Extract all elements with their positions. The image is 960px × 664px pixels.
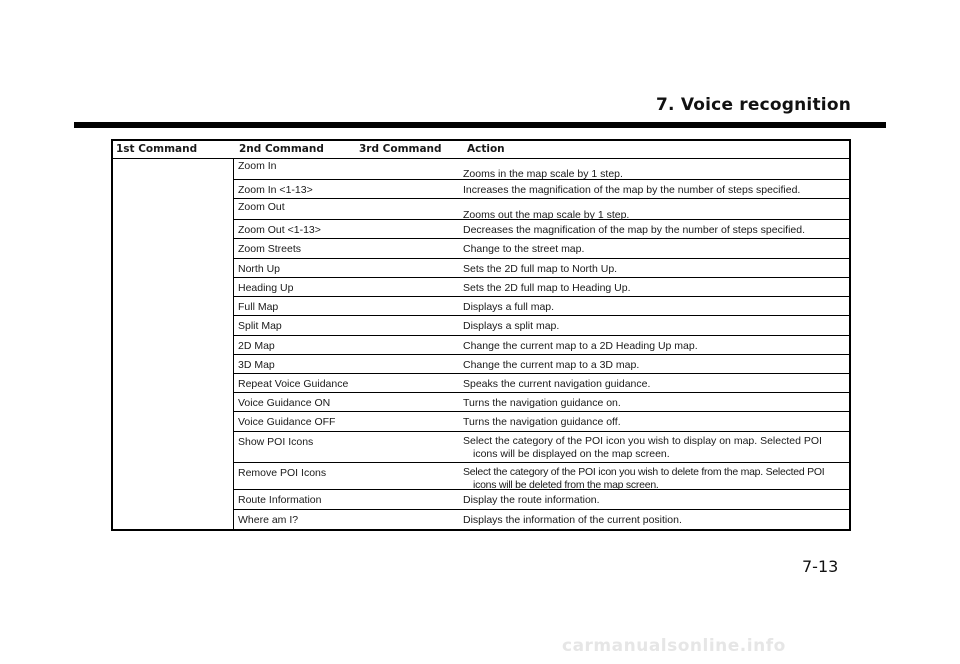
table-row	[234, 412, 849, 432]
action-cell: Change the current map to a 2D Heading Up map.	[463, 340, 698, 352]
header-2nd-command: 2nd Command	[239, 143, 324, 155]
table-header	[113, 141, 849, 159]
table-row	[234, 510, 849, 529]
action-line-1: Select the category of the POI icon you wish to delete from the map. Selected POI	[463, 466, 825, 478]
table-row	[234, 336, 849, 355]
header-3rd-command: 3rd Command	[359, 143, 442, 155]
command-cell: 2D Map	[238, 340, 275, 352]
table-row	[234, 278, 849, 297]
table-row	[234, 180, 849, 199]
command-cell: Repeat Voice Guidance	[238, 378, 349, 390]
command-cell: Voice Guidance OFF	[238, 416, 336, 428]
title-rule	[74, 122, 886, 128]
command-cell: Route Information	[238, 494, 322, 506]
action-cell: Speaks the current navigation guidance.	[463, 378, 651, 390]
action-cell: Display the route information.	[463, 494, 600, 506]
command-cell: Split Map	[238, 320, 282, 332]
table-row	[234, 316, 849, 336]
action-line-1: Select the category of the POI icon you wish to display on map. Selected POI	[463, 435, 822, 447]
table-row	[234, 463, 849, 490]
watermark: carmanualsonline.info	[562, 636, 786, 656]
command-cell: North Up	[238, 263, 281, 275]
command-cell: Zoom Out	[238, 201, 285, 213]
action-cell	[463, 466, 847, 492]
action-cell	[463, 435, 847, 461]
action-cell: Turns the navigation guidance off.	[463, 416, 621, 428]
action-cell: Decreases the magnification of the map by the number of steps specified.	[463, 224, 806, 236]
action-cell: Sets the 2D full map to North Up.	[463, 263, 618, 275]
action-cell: Zooms in the map scale by 1 step.	[463, 168, 623, 180]
voice-command-table	[111, 139, 851, 531]
section-title: 7. Voice recognition	[656, 95, 851, 115]
action-line-2: icons will be displayed on the map screen.	[473, 448, 670, 460]
table-row	[234, 199, 849, 220]
table-row	[234, 158, 849, 180]
table-row	[234, 393, 849, 412]
action-cell: Turns the navigation guidance on.	[463, 397, 621, 409]
action-cell: Change to the street map.	[463, 243, 585, 255]
header-action: Action	[467, 143, 505, 155]
header-1st-command: 1st Command	[116, 143, 198, 155]
command-cell: Full Map	[238, 301, 279, 313]
command-cell: Zoom In <1-13>	[238, 184, 313, 196]
table-row	[234, 355, 849, 374]
action-cell: Displays a full map.	[463, 301, 555, 313]
command-cell: Show POI Icons	[238, 436, 314, 448]
action-cell: Increases the magnification of the map by the number of steps specified.	[463, 184, 801, 196]
action-cell: Displays a split map.	[463, 320, 560, 332]
action-cell: Change the current map to a 3D map.	[463, 359, 640, 371]
command-cell: Heading Up	[238, 282, 294, 294]
action-cell: Sets the 2D full map to Heading Up.	[463, 282, 631, 294]
command-cell: Remove POI Icons	[238, 467, 327, 479]
action-cell: Zooms out the map scale by 1 step.	[463, 209, 630, 221]
table-row	[234, 490, 849, 510]
table-row	[234, 297, 849, 316]
table-row	[234, 220, 849, 239]
command-cell: 3D Map	[238, 359, 275, 371]
action-cell: Displays the information of the current position.	[463, 514, 682, 526]
table-row	[234, 239, 849, 259]
table-row	[234, 374, 849, 393]
action-line-2: icons will be deleted from the map screen.	[473, 479, 659, 491]
command-cell: Zoom In	[238, 160, 277, 172]
command-cell: Voice Guidance ON	[238, 397, 331, 409]
table-row	[234, 259, 849, 278]
command-cell: Where am I?	[238, 514, 299, 526]
page-number: 7-13	[802, 557, 839, 576]
command-cell: Zoom Out <1-13>	[238, 224, 321, 236]
command-cell: Zoom Streets	[238, 243, 302, 255]
table-row	[234, 432, 849, 463]
